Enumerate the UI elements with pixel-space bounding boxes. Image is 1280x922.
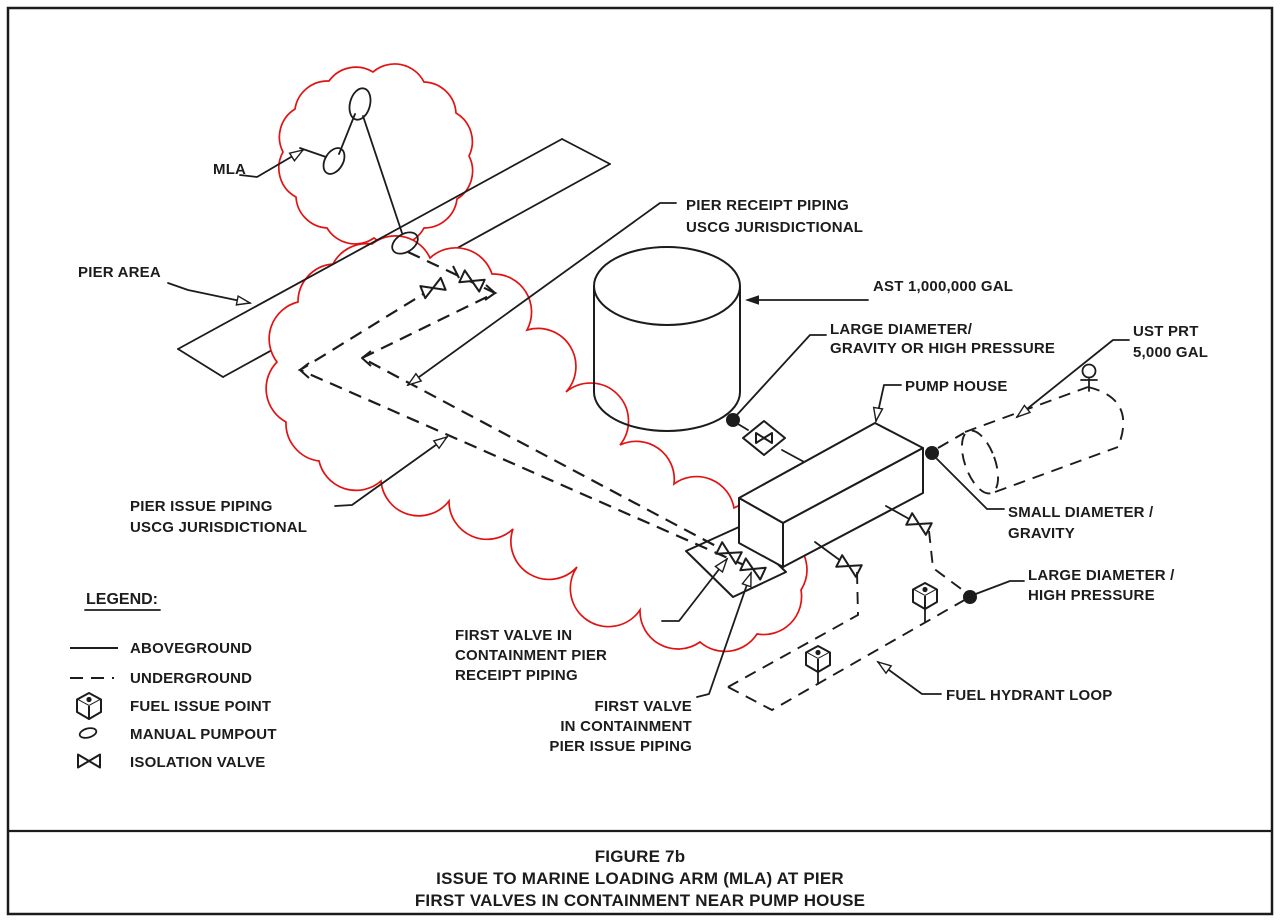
label-small-gravity-1: SMALL DIAMETER / bbox=[1008, 504, 1154, 521]
figure-title-line1: ISSUE TO MARINE LOADING ARM (MLA) AT PIER bbox=[436, 869, 844, 888]
connection-dot-ust bbox=[925, 446, 939, 460]
label-ast: AST 1,000,000 GAL bbox=[873, 278, 1014, 295]
label-large-hp-1: LARGE DIAMETER / bbox=[1028, 567, 1175, 584]
figure-number: FIGURE 7b bbox=[594, 847, 686, 866]
label-mla: MLA bbox=[213, 161, 247, 178]
label-fv-receipt-1: FIRST VALVE IN bbox=[455, 627, 573, 644]
legend-item-underground: UNDERGROUND bbox=[130, 670, 253, 687]
label-ust-2: 5,000 GAL bbox=[1133, 344, 1209, 361]
label-fv-receipt-2: CONTAINMENT PIER bbox=[455, 647, 608, 664]
label-ust-1: UST PRT bbox=[1133, 323, 1199, 340]
legend-item-fuel-issue-point: FUEL ISSUE POINT bbox=[130, 698, 272, 715]
label-fv-issue-1: FIRST VALVE bbox=[594, 698, 692, 715]
label-fv-receipt-3: RECEIPT PIPING bbox=[455, 667, 578, 684]
legend-item-manual-pumpout: MANUAL PUMPOUT bbox=[130, 726, 277, 743]
label-large-gravity-1: LARGE DIAMETER/ bbox=[830, 321, 973, 338]
label-fv-issue-3: PIER ISSUE PIPING bbox=[549, 738, 692, 755]
label-pump-house: PUMP HOUSE bbox=[905, 378, 1008, 395]
legend-heading: LEGEND: bbox=[86, 591, 158, 608]
figure-title-line2: FIRST VALVES IN CONTAINMENT NEAR PUMP HOUSE bbox=[414, 891, 866, 910]
legend-item-aboveground: ABOVEGROUND bbox=[130, 640, 253, 657]
fuel-issue-point-legend-icon bbox=[77, 693, 101, 719]
label-large-hp-2: HIGH PRESSURE bbox=[1028, 587, 1155, 604]
label-fv-issue-2: IN CONTAINMENT bbox=[560, 718, 692, 735]
label-pier-receipt-2: USCG JURISDICTIONAL bbox=[686, 219, 864, 236]
label-pier-issue-1: PIER ISSUE PIPING bbox=[130, 498, 273, 515]
label-small-gravity-2: GRAVITY bbox=[1008, 525, 1075, 542]
label-fuel-hydrant-loop: FUEL HYDRANT LOOP bbox=[946, 687, 1113, 704]
label-pier-issue-2: USCG JURISDICTIONAL bbox=[130, 519, 308, 536]
label-pier-area: PIER AREA bbox=[78, 264, 161, 281]
label-large-gravity-2: GRAVITY OR HIGH PRESSURE bbox=[830, 340, 1056, 357]
legend-item-isolation-valve: ISOLATION VALVE bbox=[130, 754, 266, 771]
label-pier-receipt-1: PIER RECEIPT PIPING bbox=[686, 197, 849, 214]
connection-dot-loop bbox=[963, 590, 977, 604]
